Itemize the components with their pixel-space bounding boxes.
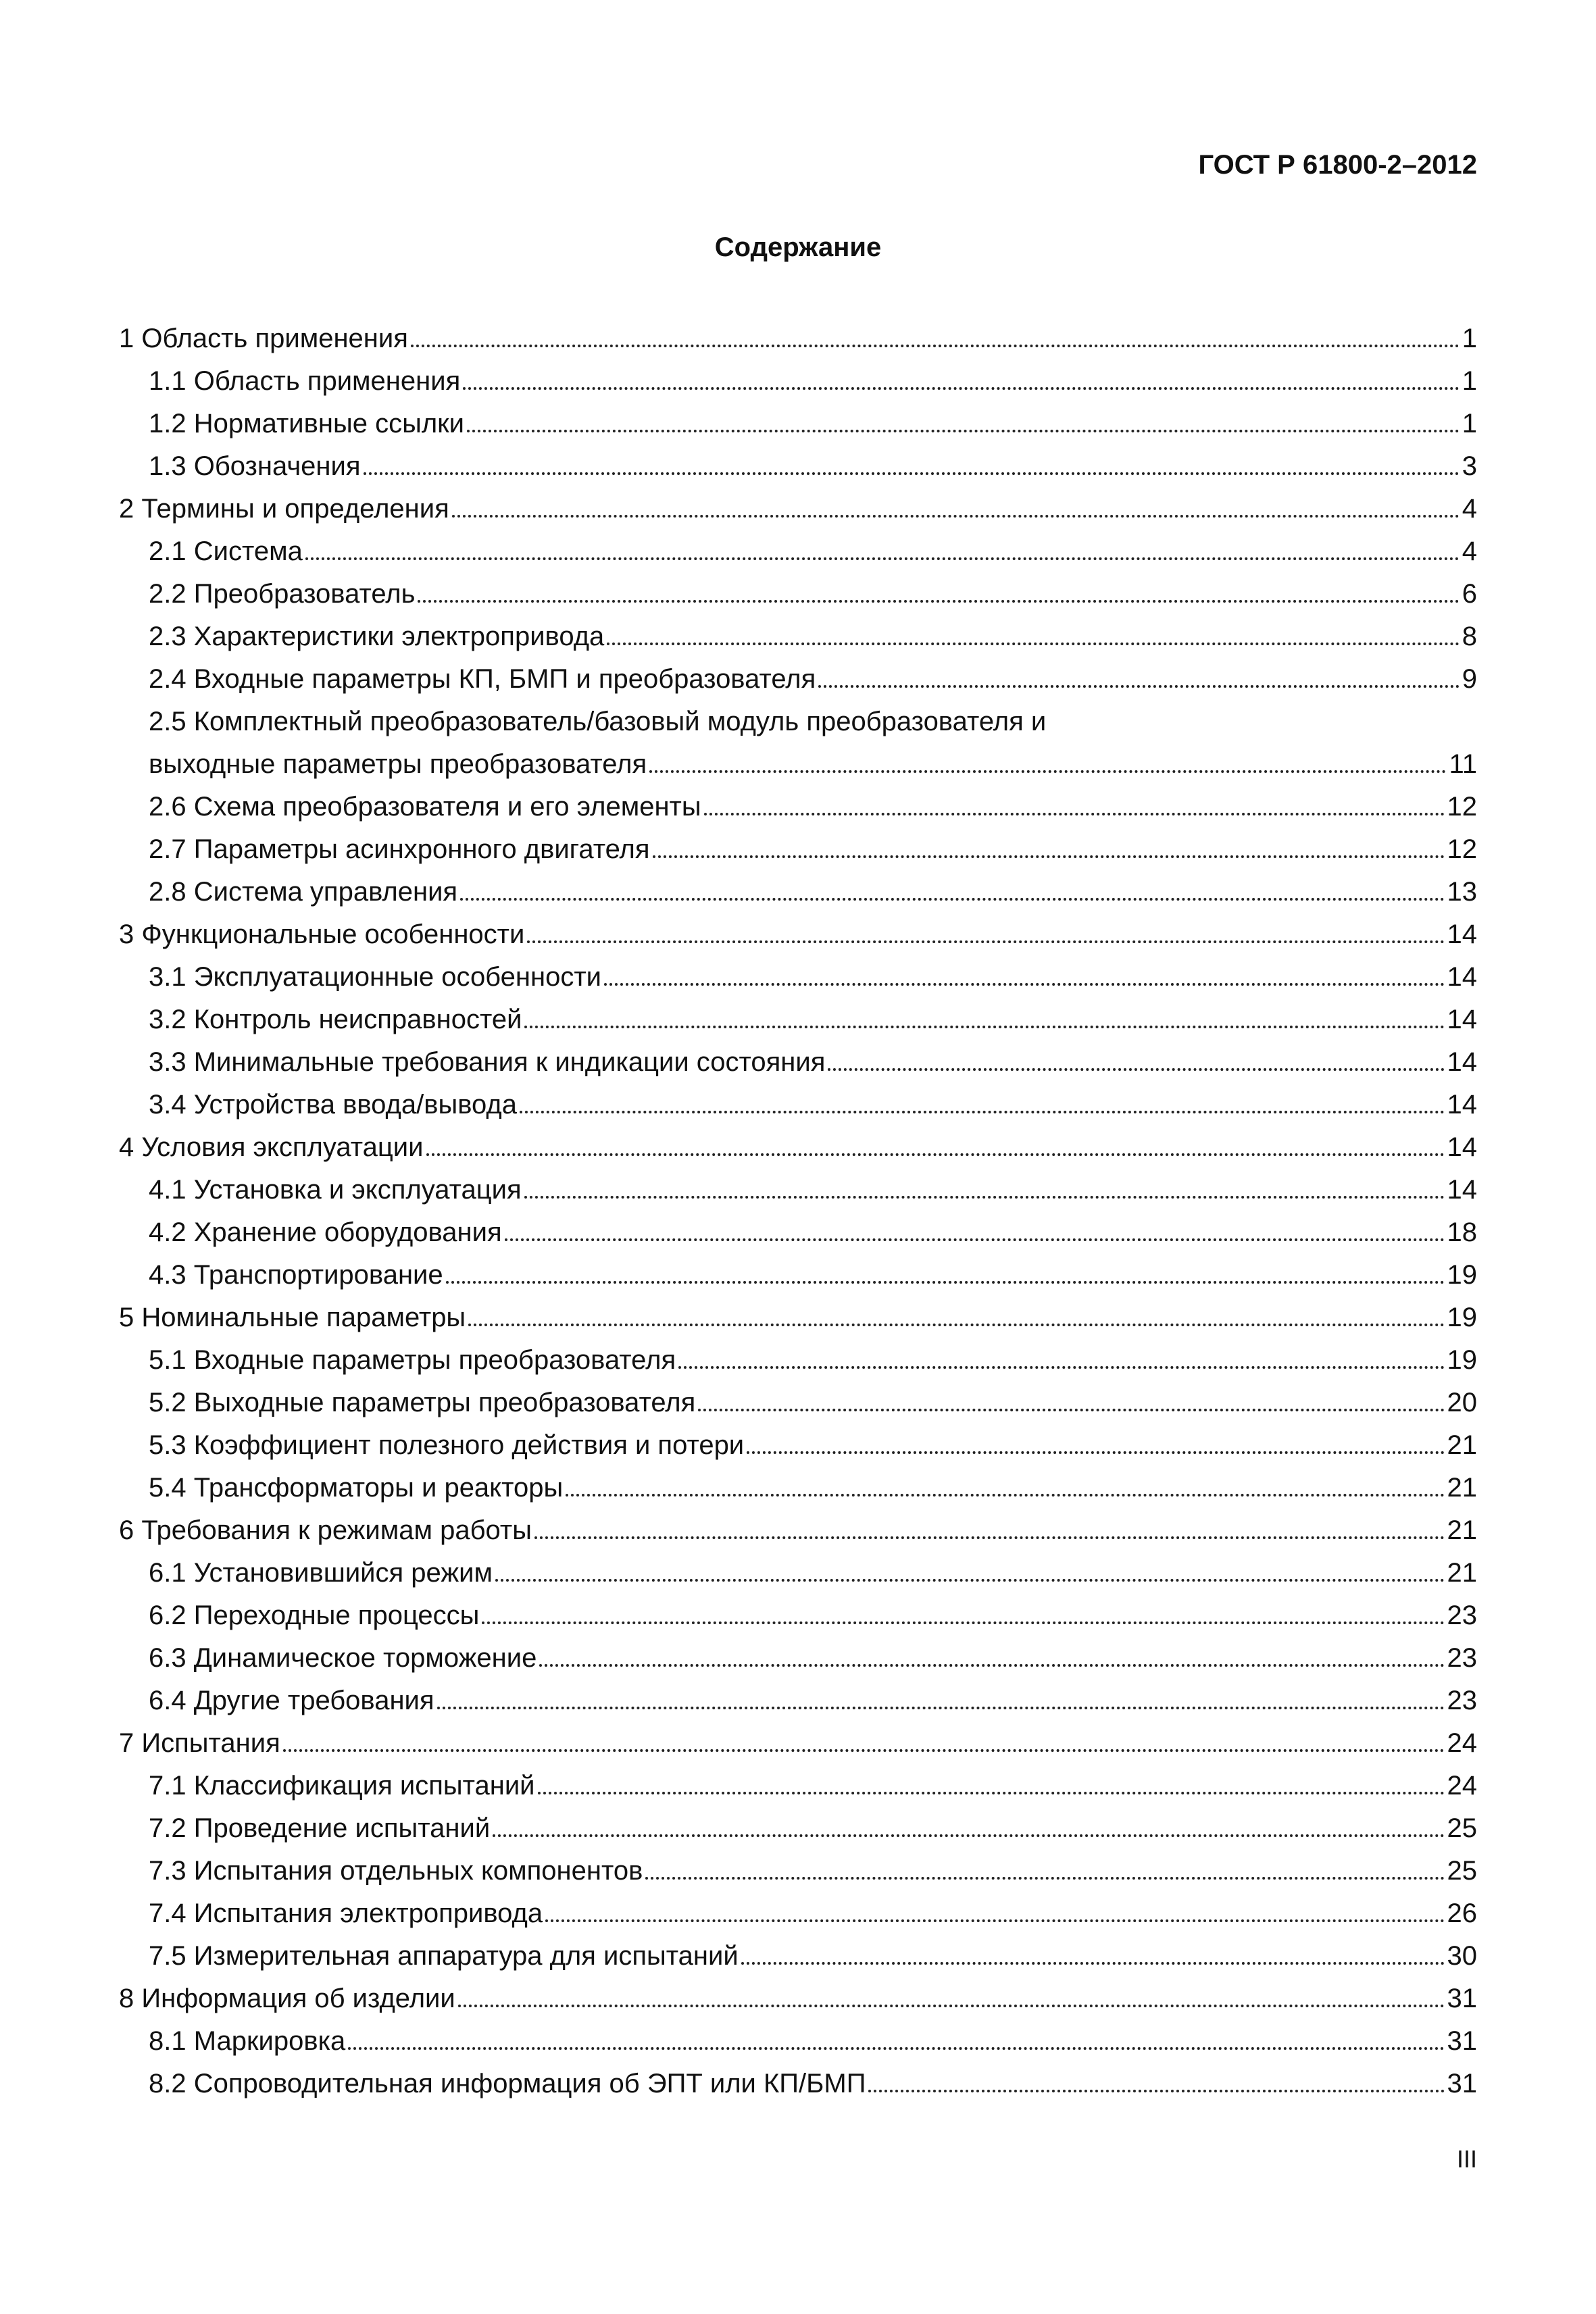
toc-entry[interactable] bbox=[119, 1975, 1477, 2017]
toc-entry[interactable] bbox=[119, 1081, 1477, 1124]
dot-leader bbox=[607, 643, 1459, 645]
toc-entry[interactable] bbox=[119, 698, 1477, 783]
dot-leader bbox=[545, 1919, 1444, 1922]
dot-leader bbox=[653, 855, 1445, 858]
toc-entry-label: 2.8 Система управления bbox=[149, 877, 458, 907]
toc-entry-label: 3.2 Контроль неисправностей bbox=[149, 1005, 522, 1034]
dot-leader bbox=[538, 1792, 1445, 1794]
toc-entry-page: 19 bbox=[1447, 1260, 1477, 1290]
dot-leader bbox=[704, 813, 1445, 815]
toc-entry-page: 31 bbox=[1447, 2069, 1477, 2098]
dot-leader bbox=[418, 600, 1459, 603]
dot-leader bbox=[364, 472, 1460, 475]
toc-entry-label: 4.3 Транспортирование bbox=[149, 1260, 443, 1290]
toc-entry-page: 21 bbox=[1447, 1473, 1477, 1503]
toc-entry-label: 3 Функциональные особенности bbox=[119, 920, 525, 949]
toc-entry-label: 1.2 Нормативные ссылки bbox=[149, 409, 465, 438]
toc-entry[interactable] bbox=[119, 1336, 1477, 1379]
toc-entry-label: 8.2 Сопроводительная информация об ЭПТ или КП/БМП bbox=[149, 2069, 866, 2098]
toc-entry[interactable] bbox=[119, 826, 1477, 868]
toc-entry[interactable] bbox=[119, 1890, 1477, 1932]
dot-leader bbox=[566, 1494, 1444, 1496]
dot-leader bbox=[539, 1664, 1444, 1667]
toc-entry[interactable] bbox=[119, 315, 1477, 357]
dot-leader bbox=[645, 1877, 1444, 1880]
dot-leader bbox=[524, 1026, 1444, 1028]
dot-leader bbox=[446, 1281, 1445, 1284]
toc-entry-page: 12 bbox=[1447, 792, 1477, 822]
toc-entry-page: 25 bbox=[1447, 1813, 1477, 1843]
toc-entry-label: 2.2 Преобразователь bbox=[149, 579, 416, 609]
dot-leader bbox=[348, 2047, 1444, 2050]
toc-entry-label: 2.3 Характеристики электропривода bbox=[149, 622, 605, 651]
toc-entry-label: 2 Термины и определения bbox=[119, 494, 449, 524]
toc-entry-label: 1 Область применения bbox=[119, 324, 408, 353]
toc-entry[interactable] bbox=[119, 1209, 1477, 1251]
toc-entry[interactable] bbox=[119, 2017, 1477, 2060]
toc-entry[interactable] bbox=[119, 996, 1477, 1038]
toc-entry[interactable] bbox=[119, 1805, 1477, 1847]
toc-entry[interactable] bbox=[119, 443, 1477, 485]
toc-entry-label: 2.7 Параметры асинхронного двигателя bbox=[149, 834, 650, 864]
toc-entry-label: 6.4 Другие требования bbox=[149, 1686, 434, 1715]
toc-entry-page: 23 bbox=[1447, 1686, 1477, 1715]
toc-entry-page: 26 bbox=[1447, 1898, 1477, 1928]
toc-entry-page: 31 bbox=[1447, 2026, 1477, 2056]
toc-entry-page: 21 bbox=[1447, 1515, 1477, 1545]
dot-leader bbox=[283, 1749, 1445, 1752]
toc-entry[interactable] bbox=[119, 1294, 1477, 1336]
toc-entry-page: 11 bbox=[1449, 749, 1477, 779]
toc-entry-page: 14 bbox=[1447, 1047, 1477, 1077]
page-number: III bbox=[1456, 2145, 1477, 2173]
dot-leader bbox=[468, 1324, 1444, 1326]
toc-entry-page: 6 bbox=[1462, 579, 1477, 609]
toc-entry[interactable] bbox=[119, 357, 1477, 400]
toc-entry-page: 14 bbox=[1447, 1132, 1477, 1162]
dot-leader bbox=[452, 515, 1460, 518]
toc-entry[interactable] bbox=[119, 1847, 1477, 1890]
toc-entry-page: 31 bbox=[1447, 1984, 1477, 2013]
toc-entry-page: 18 bbox=[1447, 1217, 1477, 1247]
dot-leader bbox=[520, 1111, 1445, 1113]
toc-entry-page: 4 bbox=[1462, 494, 1477, 524]
dot-leader bbox=[411, 345, 1460, 347]
dot-leader bbox=[458, 2005, 1445, 2007]
dot-leader bbox=[426, 1153, 1445, 1156]
dot-leader bbox=[467, 430, 1460, 432]
toc-entry[interactable] bbox=[119, 400, 1477, 443]
toc-entry-line bbox=[149, 740, 1477, 783]
toc-entry[interactable] bbox=[119, 1464, 1477, 1507]
toc-entry-page: 23 bbox=[1447, 1601, 1477, 1630]
toc-entry-page: 1 bbox=[1462, 366, 1477, 396]
toc-entry[interactable] bbox=[119, 1592, 1477, 1634]
toc-entry[interactable] bbox=[119, 1932, 1477, 1975]
toc-title: Содержание bbox=[714, 232, 882, 262]
dot-leader bbox=[678, 1366, 1444, 1369]
toc-entry-label-continuation: выходные параметры преобразователя bbox=[149, 749, 647, 779]
toc-entry-label: 3.4 Устройства ввода/вывода bbox=[149, 1090, 517, 1120]
toc-entry-page: 21 bbox=[1447, 1558, 1477, 1588]
dot-leader bbox=[524, 1196, 1445, 1199]
toc-entry-page: 12 bbox=[1447, 834, 1477, 864]
toc-entry-label: 6.3 Динамическое торможение bbox=[149, 1643, 537, 1673]
toc-entry-label: 4.1 Установка и эксплуатация bbox=[149, 1175, 522, 1205]
toc-entry[interactable] bbox=[119, 485, 1477, 528]
toc-entry-page: 30 bbox=[1447, 1941, 1477, 1971]
dot-leader bbox=[818, 685, 1459, 688]
toc-entry-page: 21 bbox=[1447, 1430, 1477, 1460]
toc-entry-label: 5.4 Трансформаторы и реакторы bbox=[149, 1473, 564, 1503]
toc-entry-label: 2.1 Система bbox=[149, 536, 303, 566]
toc-entry-label: 8 Информация об изделии bbox=[119, 1984, 455, 2013]
document-code: ГОСТ Р 61800-2–2012 bbox=[1198, 150, 1477, 180]
dot-leader bbox=[460, 898, 1444, 901]
toc-entry-page: 14 bbox=[1447, 1005, 1477, 1034]
toc-entry-label: 2.5 Комплектный преобразователь/базовый модуль преобразователя и bbox=[149, 707, 1047, 736]
toc-entry[interactable] bbox=[119, 783, 1477, 826]
toc-entry[interactable] bbox=[119, 570, 1477, 613]
dot-leader bbox=[747, 1451, 1444, 1454]
toc-entry[interactable] bbox=[119, 1677, 1477, 1719]
dot-leader bbox=[437, 1707, 1445, 1709]
toc-entry[interactable] bbox=[119, 613, 1477, 655]
toc-entry-label: 5.3 Коэффициент полезного действия и потери bbox=[149, 1430, 745, 1460]
toc-entry-page: 9 bbox=[1462, 664, 1477, 694]
toc-entry[interactable] bbox=[119, 1038, 1477, 1081]
toc-entry[interactable] bbox=[119, 1762, 1477, 1805]
dot-leader bbox=[534, 1536, 1445, 1539]
toc-entry[interactable] bbox=[119, 1166, 1477, 1209]
dot-leader bbox=[493, 1834, 1444, 1837]
toc-entry-label: 7.5 Измерительная аппаратура для испытаний bbox=[149, 1941, 739, 1971]
toc-entry-label: 1.1 Область применения bbox=[149, 366, 461, 396]
toc-entry-page: 19 bbox=[1447, 1345, 1477, 1375]
toc-entry[interactable] bbox=[119, 1634, 1477, 1677]
toc-entry-label: 3.3 Минимальные требования к индикации состояния bbox=[149, 1047, 826, 1077]
dot-leader bbox=[505, 1238, 1445, 1241]
toc-entry[interactable] bbox=[119, 1379, 1477, 1422]
toc-entry-page: 20 bbox=[1447, 1388, 1477, 1417]
toc-entry-label: 6.2 Переходные процессы bbox=[149, 1601, 480, 1630]
toc-entry-page: 24 bbox=[1447, 1771, 1477, 1801]
toc-entry-page: 13 bbox=[1447, 877, 1477, 907]
toc-entry-page: 25 bbox=[1447, 1856, 1477, 1886]
dot-leader bbox=[828, 1068, 1444, 1071]
toc-entry[interactable] bbox=[119, 868, 1477, 911]
toc-entry-page: 23 bbox=[1447, 1643, 1477, 1673]
toc-entry-page: 24 bbox=[1447, 1728, 1477, 1758]
toc-entry-page: 1 bbox=[1462, 324, 1477, 353]
toc-entry-page: 14 bbox=[1447, 1175, 1477, 1205]
toc-entry-label: 7.1 Классификация испытаний bbox=[149, 1771, 535, 1801]
toc-entry[interactable] bbox=[119, 2060, 1477, 2103]
toc-entry-label: 3.1 Эксплуатационные особенности bbox=[149, 962, 601, 992]
toc-entry-page: 1 bbox=[1462, 409, 1477, 438]
dot-leader bbox=[305, 557, 1460, 560]
toc-entry-label: 7.2 Проведение испытаний bbox=[149, 1813, 491, 1843]
dot-leader bbox=[698, 1409, 1444, 1411]
toc-entry-label: 7.3 Испытания отдельных компонентов bbox=[149, 1856, 643, 1886]
toc-entry-page: 8 bbox=[1462, 622, 1477, 651]
toc-entry[interactable] bbox=[119, 1251, 1477, 1294]
dot-leader bbox=[741, 1962, 1445, 1965]
toc-entry-label: 6.1 Установившийся режим bbox=[149, 1558, 493, 1588]
toc-entry-label: 1.3 Обозначения bbox=[149, 451, 361, 481]
toc-entry-page: 14 bbox=[1447, 1090, 1477, 1120]
toc-entry-label: 5.1 Входные параметры преобразователя bbox=[149, 1345, 676, 1375]
toc-entry[interactable] bbox=[119, 1719, 1477, 1762]
dot-leader bbox=[463, 387, 1460, 390]
toc-entry[interactable] bbox=[119, 655, 1477, 698]
dot-leader bbox=[482, 1621, 1444, 1624]
toc-entry-label: 7.4 Испытания электропривода bbox=[149, 1898, 543, 1928]
toc-entry[interactable] bbox=[119, 528, 1477, 570]
dot-leader bbox=[649, 770, 1446, 773]
toc-entry-label: 2.6 Схема преобразователя и его элементы bbox=[149, 792, 701, 822]
toc-entry[interactable] bbox=[119, 953, 1477, 996]
dot-leader bbox=[868, 2090, 1444, 2092]
toc-entry-label: 8.1 Маркировка bbox=[149, 2026, 346, 2056]
toc-entry-page: 3 bbox=[1462, 451, 1477, 481]
toc-entry[interactable] bbox=[119, 1549, 1477, 1592]
toc-entry[interactable] bbox=[119, 1422, 1477, 1464]
toc-entry-label: 2.4 Входные параметры КП, БМП и преобразователя bbox=[149, 664, 816, 694]
toc-entry-label: 4.2 Хранение оборудования bbox=[149, 1217, 502, 1247]
table-of-contents bbox=[119, 315, 1477, 2103]
toc-entry-page: 19 bbox=[1447, 1303, 1477, 1332]
dot-leader bbox=[495, 1579, 1445, 1582]
toc-entry[interactable] bbox=[119, 1124, 1477, 1166]
toc-entry-page: 4 bbox=[1462, 536, 1477, 566]
toc-entry-label: 5 Номинальные параметры bbox=[119, 1303, 466, 1332]
toc-entry-page: 14 bbox=[1447, 962, 1477, 992]
toc-entry-label: 7 Испытания bbox=[119, 1728, 280, 1758]
toc-entry[interactable] bbox=[119, 1507, 1477, 1549]
toc-entry-label: 5.2 Выходные параметры преобразователя bbox=[149, 1388, 696, 1417]
dot-leader bbox=[527, 940, 1444, 943]
toc-entry-page: 14 bbox=[1447, 920, 1477, 949]
dot-leader bbox=[604, 983, 1445, 986]
toc-entry-label: 6 Требования к режимам работы bbox=[119, 1515, 532, 1545]
toc-entry-label: 4 Условия эксплуатации bbox=[119, 1132, 424, 1162]
toc-entry[interactable] bbox=[119, 911, 1477, 953]
